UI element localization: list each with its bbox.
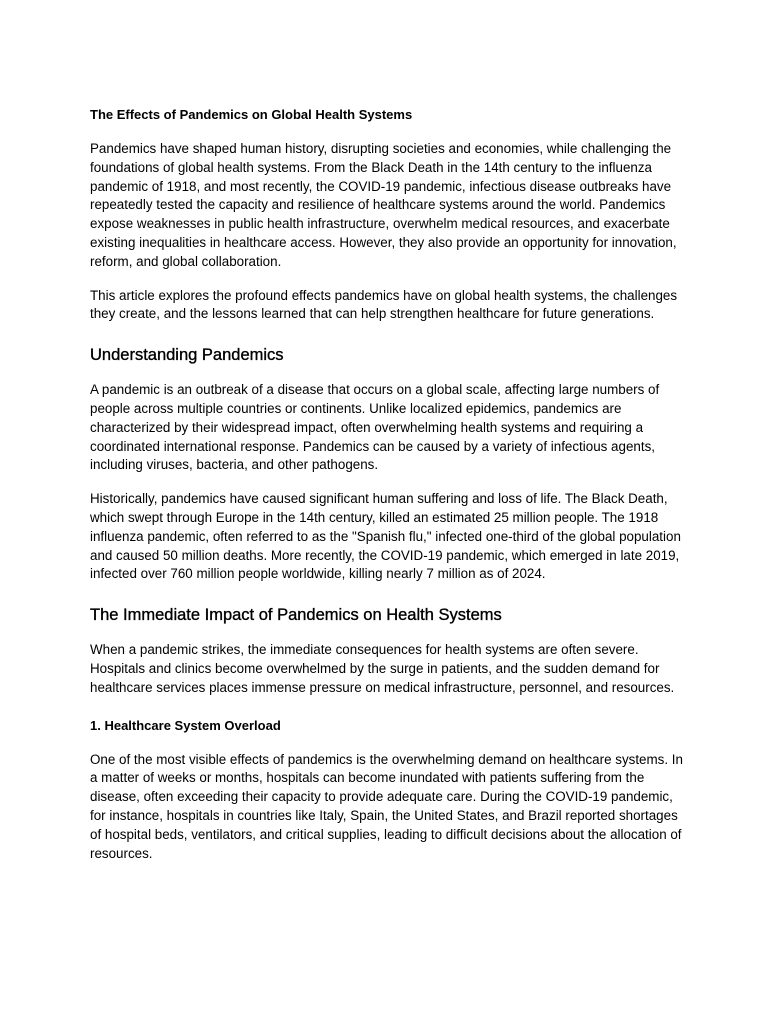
body-paragraph: Historically, pandemics have caused significant human suffering and loss of life. The Black Death, which swept through Europe in the 14th century, killed an estimated 25 million people. The 1918 influenza pandemic, often referred to as the "Spanish flu," infected one-third of the global population and caused 50 million deaths. More recently, the COVID-19 pandemic, which emerged in late 2019, infected over 760 million people worldwide, killing nearly 7 million as of 2024.: [90, 491, 681, 582]
document-page: [90, 105, 690, 878]
intro-paragraph: Pandemics have shaped human history, disrupting societies and economies, while challenging the foundations of global health systems. From the Black Death in the 14th century to the influenza pandemic of 1918, and most recently, the COVID-19 pandemic, infectious disease outbreaks have repeatedly tested the capacity and resilience of healthcare systems around the world. Pandemics expose weaknesses in public health infrastructure, overwhelm medical resources, and exacerbate existing inequalities in healthcare access. However, they also provide an opportunity for innovation, reform, and global collaboration.: [90, 141, 677, 269]
body-paragraph: When a pandemic strikes, the immediate consequences for health systems are often severe. Hospitals and clinics become overwhelmed by the surge in patients, and the sudden demand for healthcare services places immense pressure on medical infrastructure, personnel, and resources.: [90, 642, 675, 695]
section-heading-immediate-impact: The Immediate Impact of Pandemics on Health Systems: [90, 606, 502, 625]
subsection-heading-healthcare-overload: 1. Healthcare System Overload: [90, 717, 281, 733]
intro-paragraph: This article explores the profound effects pandemics have on global health systems, the challenges they create, and the lessons learned that can help strengthen healthcare for future generations.: [90, 287, 678, 322]
section-heading-understanding-pandemics: Understanding Pandemics: [90, 346, 284, 365]
body-paragraph: One of the most visible effects of pandemics is the overwhelming demand on healthcare systems. In a matter of weeks or months, hospitals can become inundated with patients suffering from the disease, often exceeding their capacity to provide adequate care. During the COVID-19 pandemic, for instance, hospitals in countries like Italy, Spain, the United States, and Brazil reported shortages of hospital beds, ventilators, and critical supplies, leading to difficult decisions about the allocation of resources.: [90, 751, 683, 861]
body-paragraph: A pandemic is an outbreak of a disease that occurs on a global scale, affecting large numbers of people across multiple countries or continents. Unlike localized epidemics, pandemics are characterized by their widespread impact, often overwhelming health systems and requiring a coordinated international response. Pandemics can be caused by a variety of infectious agents, including viruses, bacteria, and other pathogens.: [90, 382, 660, 473]
document-title: The Effects of Pandemics on Global Health Systems: [90, 107, 413, 122]
